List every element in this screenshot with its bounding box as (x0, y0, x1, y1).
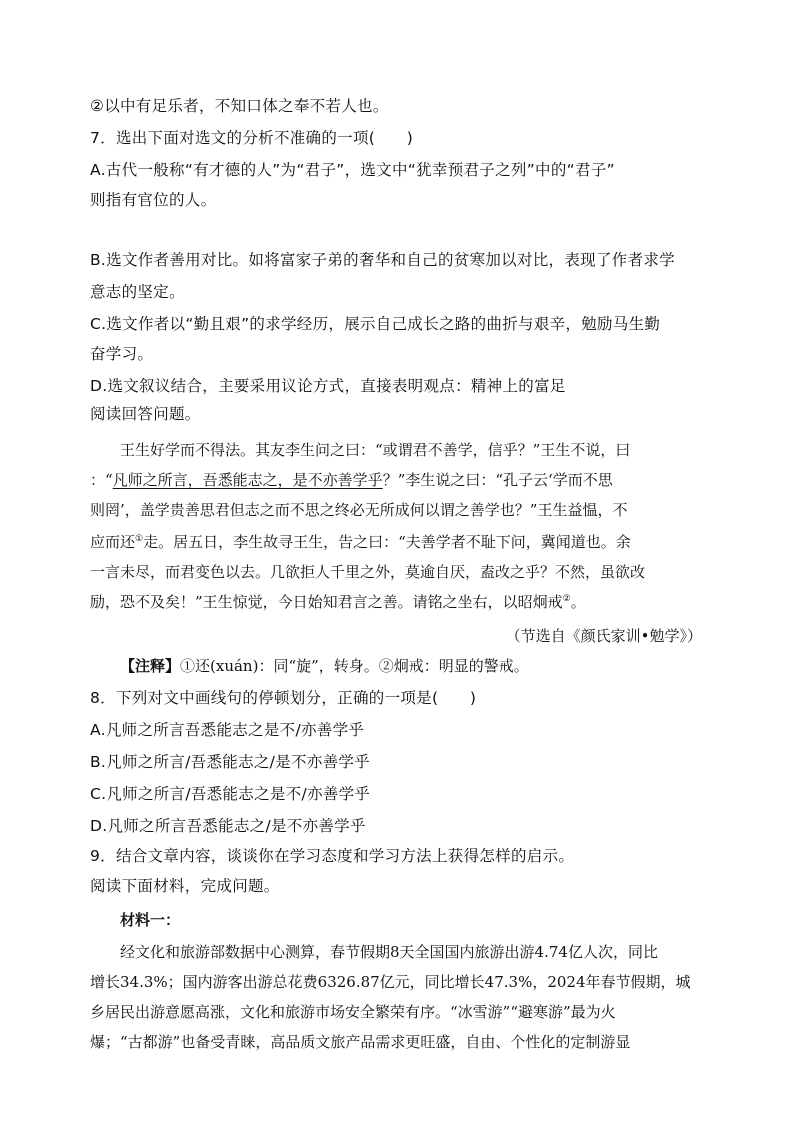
passage-text: 励，恐不及矣！”王生惊觉，今日始知君言之善。请铭之坐右，以昭炯戒 (90, 593, 563, 611)
option-c-line1: C.选文作者以“勤且艰”的求学经历，展示自己成长之路的曲折与艰辛，勉励马生勤 (90, 315, 661, 333)
q8-option-c: C.凡师之所言/吾悉能志之是不/亦善学乎 (90, 785, 371, 803)
passage-text: 。 (570, 593, 586, 611)
passage-line-6 (90, 592, 702, 612)
passage-line-1: 王生好学而不得法。其友李生问之曰：“或谓君不善学，信乎？”王生不说，曰 (120, 441, 631, 459)
option-d: D.选文叙议结合，主要采用议论方式，直接表明观点：精神上的富足 (90, 377, 566, 395)
notes-text: ①还(xuán)：同“旋”，转身。②炯戒：明显的警戒。 (180, 657, 529, 675)
passage-line-5: 一言未尽，而君变色以去。几欲拒人千里之外，莫逾自厌，盍改之乎？不然，虽欲改 (90, 563, 646, 581)
material-line-1: 经文化和旅游部数据中心测算，春节假期8天全国国内旅游出游4.74亿人次，同比 (120, 943, 658, 961)
passage-notes (120, 656, 702, 676)
reading-instruction-1: 阅读回答问题。 (90, 405, 201, 423)
material-line-2: 增长34.3%；国内游客出游总花费6326.87亿元，同比增长47.3%，2024年春节假期，城 (90, 973, 691, 991)
q8-option-b: B.凡师之所言/吾悉能志之/是不亦善学乎 (90, 753, 371, 771)
underlined-sentence: 凡师之所言，吾悉能志之，是不亦善学乎 (112, 471, 383, 489)
passage-line-2 (90, 470, 702, 490)
reading-instruction-2: 阅读下面材料，完成问题。 (90, 877, 280, 895)
text-line: ②以中有足乐者，不知口体之奉不若人也。 (90, 97, 389, 115)
option-c-line2: 奋学习。 (90, 345, 154, 363)
question-8: 8．下列对文中画线句的停顿划分，正确的一项是( ) (90, 689, 477, 707)
footnote-marker: ② (562, 594, 571, 604)
option-a-line2: 则指有官位的人。 (90, 191, 217, 209)
option-b-line1: B.选文作者善用对比。如将富家子弟的奢华和自己的贫寒加以对比，表现了作者求学 (90, 251, 675, 269)
option-b-line2: 意志的坚定。 (90, 283, 185, 301)
q8-option-d: D.凡师之所言吾悉能志之/是不亦善学乎 (90, 817, 366, 835)
q8-option-a: A.凡师之所言吾悉能志之是不/亦善学乎 (90, 721, 365, 739)
passage-line-3: 则罔’，盖学贵善思君但志之而不思之终必无所成何以谓之善学也？”王生益愠，不 (90, 501, 628, 519)
question-7: 7．选出下面对选文的分析不准确的一项( ) (90, 129, 414, 147)
footnote-marker: ① (135, 534, 144, 544)
material-line-4: 爆；“古都游”也备受青睐，高品质文旅产品需求更旺盛，自由、个性化的定制游显 (90, 1033, 631, 1051)
passage-line-4 (90, 532, 702, 552)
material-line-3: 乡居民出游意愿高涨，文化和旅游市场安全繁荣有序。“冰雪游”“避寒游”最为火 (90, 1003, 616, 1021)
option-a-line1: A.古代一般称“有才德的人”为“君子”，选文中“犹幸预君子之列”中的“君子” (90, 161, 615, 179)
question-9: 9．结合文章内容，谈谈你在学习态度和学习方法上获得怎样的启示。 (90, 847, 575, 865)
passage-text: ？”李生说之曰：“孔子云‘学而不思 (382, 471, 613, 489)
passage-text: ：“ (90, 471, 113, 489)
passage-text: 走。居五日，李生故寻王生，告之曰：“夫善学者不耻下问，冀闻道也。余 (143, 533, 631, 551)
passage-source: （节选自《颜氏家训•勉学》） (505, 627, 702, 645)
passage-text: 应而还 (90, 533, 136, 551)
material-label: 材料一： (120, 911, 181, 929)
notes-label: 【注释】 (120, 657, 181, 675)
